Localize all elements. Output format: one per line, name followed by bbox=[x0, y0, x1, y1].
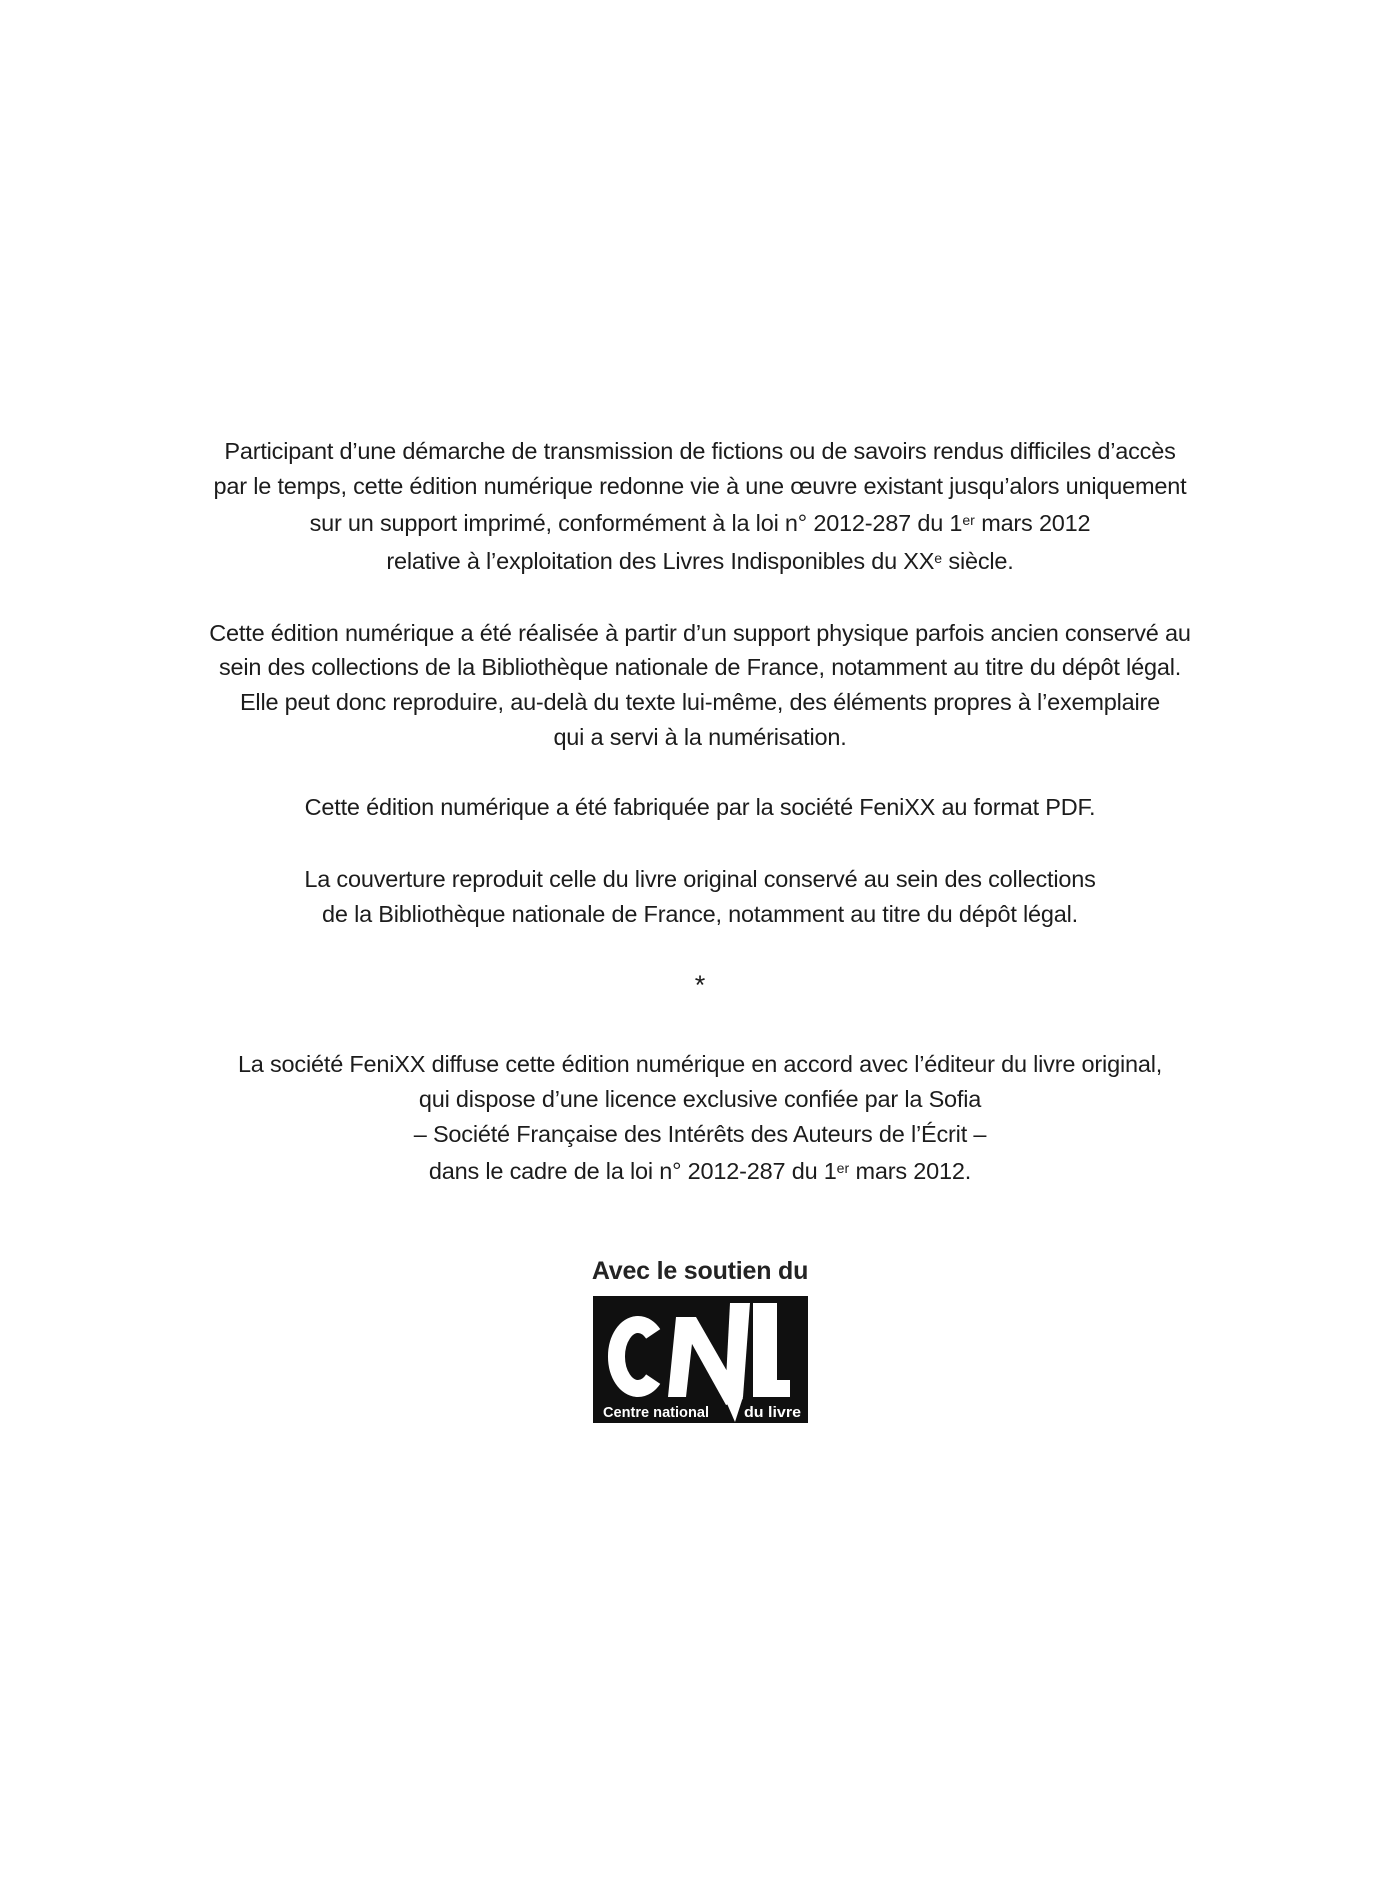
text-line: par le temps, cette édition numérique redonne vie à une œuvre existant jusqu’alors uniquement bbox=[213, 472, 1187, 499]
text-line: qui a servi à la numérisation. bbox=[553, 723, 847, 750]
cnl-logo bbox=[0, 1296, 1400, 1423]
text-line: de la Bibliothèque nationale de France, notamment au titre du dépôt légal. bbox=[322, 900, 1078, 927]
section-separator-asterisk: * bbox=[694, 969, 706, 1000]
ordinal-superscript: e bbox=[934, 550, 943, 567]
text-line: Cette édition numérique a été réalisée à partir d’un support physique parfois ancien conservé au bbox=[209, 619, 1191, 646]
paragraph-cover bbox=[0, 862, 1400, 931]
paragraph-diffusion bbox=[0, 1047, 1400, 1189]
cnl-wordmark-left: Centre national bbox=[602, 1405, 709, 1422]
text-line: relative à l’exploitation des Livres Indisponibles du XXe siècle. bbox=[386, 547, 1014, 574]
text-line: dans le cadre de la loi n° 2012-287 du 1er mars 2012. bbox=[428, 1158, 972, 1185]
ordinal-superscript: er bbox=[962, 512, 975, 529]
text-line: – Société Française des Intérêts des Auteurs de l’Écrit – bbox=[413, 1120, 987, 1147]
text-line: Cette édition numérique a été fabriquée par la société FeniXX au format PDF. bbox=[304, 794, 1096, 821]
text-line: sur un support imprimé, conformément à la loi n° 2012-287 du 1er mars 2012 bbox=[309, 510, 1091, 537]
text-line: Elle peut donc reproduire, au-delà du texte lui-même, des éléments propres à l’exemplaire bbox=[239, 689, 1161, 716]
text-line: qui dispose d’une licence exclusive confiée par la Sofia bbox=[418, 1085, 982, 1112]
paragraph-source-copy bbox=[0, 616, 1400, 755]
paragraph-fabrication bbox=[0, 790, 1400, 825]
cnl-wordmark-right: du livre bbox=[743, 1405, 801, 1422]
paragraph-legal-context bbox=[0, 434, 1400, 579]
text-line: Participant d’une démarche de transmission de fictions ou de savoirs rendus difficiles d’accès bbox=[224, 438, 1176, 464]
ordinal-superscript: er bbox=[836, 1160, 850, 1177]
text-line: La couverture reproduit celle du livre original conservé au sein des collections bbox=[304, 866, 1096, 893]
cnl-support-caption: Avec le soutien du bbox=[591, 1257, 809, 1286]
cnl-logo-icon bbox=[593, 1296, 808, 1423]
text-line: sein des collections de la Bibliothèque nationale de France, notamment au titre du dépôt légal. bbox=[218, 654, 1182, 681]
text-line: La société FeniXX diffuse cette édition numérique en accord avec l’éditeur du livre original, bbox=[237, 1051, 1163, 1078]
